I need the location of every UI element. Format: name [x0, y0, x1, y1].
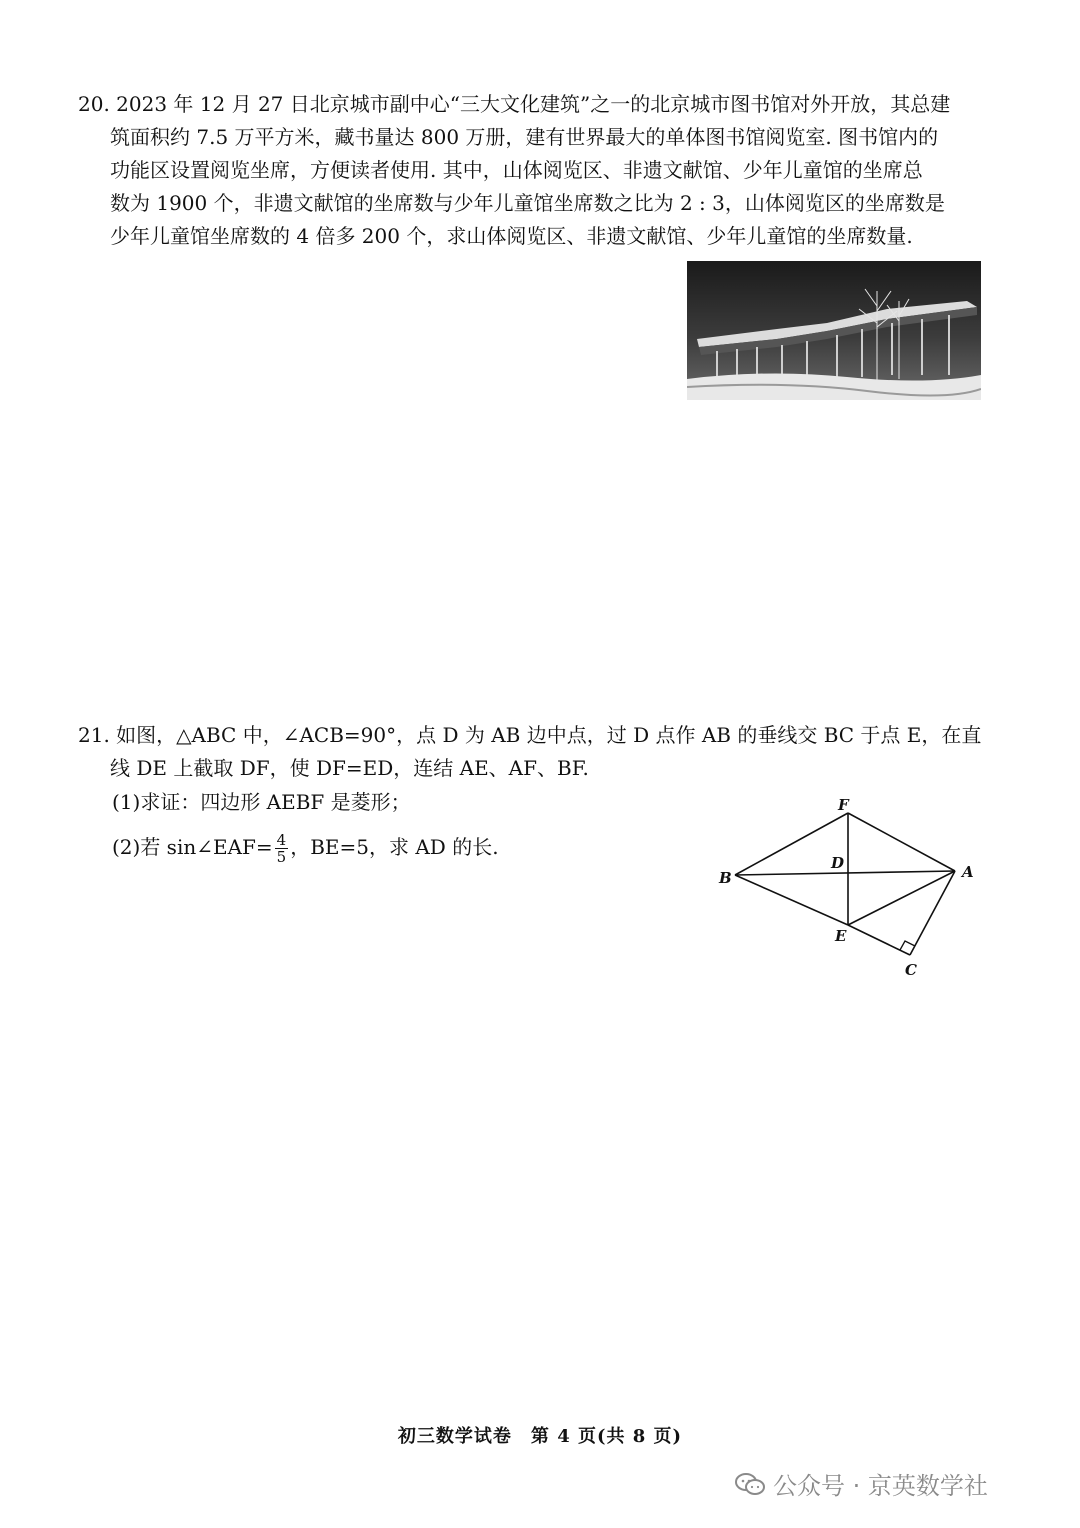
question-20: [78, 88, 983, 253]
q20-line-2: 筑面积约 7.5 万平方米，藏书量达 800 万册，建有世界最大的单体图书馆阅览室. 图书馆内的: [110, 125, 939, 149]
fraction-denominator: 5: [276, 848, 287, 866]
segment-AC: [910, 871, 955, 955]
question-21: [78, 719, 983, 785]
watermark: [735, 1466, 988, 1501]
label-B: B: [719, 869, 732, 887]
q21-part-2-suffix: ，BE=5，求 AD 的长.: [290, 835, 499, 859]
label-A: A: [962, 863, 974, 881]
q21-part-1: (1)求证：四边形 AEBF 是菱形；: [112, 790, 411, 814]
q21-part-2: [112, 832, 499, 865]
segment-AE: [848, 871, 955, 925]
label-E: E: [835, 927, 847, 945]
label-D: D: [831, 854, 845, 872]
watermark-text: 公众号 · 京英数学社: [773, 1472, 988, 1500]
page-footer: 初三数学试卷 第 4 页(共 8 页): [397, 1426, 683, 1447]
label-F: F: [838, 796, 849, 814]
fraction-numerator: 4: [276, 831, 287, 849]
wechat-icon: [735, 1473, 765, 1495]
q20-line-5: 少年儿童馆坐席数的 4 倍多 200 个，求山体阅览区、非遗文献馆、少年儿童馆的坐席数量.: [110, 224, 913, 248]
segment-BA: [735, 871, 955, 875]
segment-FA: [848, 813, 955, 871]
q21-line-2: 线 DE 上截取 DF，使 DF=ED，连结 AE、AF、BF.: [110, 756, 589, 780]
segment-BE: [735, 875, 848, 925]
segment-EC: [848, 925, 910, 955]
q21-part-2-prefix: (2)若 sin∠EAF=: [112, 835, 273, 859]
q20-line-4: 数为 1900 个，非遗文献馆的坐席数与少年儿童馆坐席数之比为 2 : 3，山体阅览区的坐席数是: [110, 191, 945, 215]
geometry-diagram: [715, 795, 985, 985]
fraction: [275, 832, 289, 865]
library-photo: [687, 261, 981, 400]
q21-line-1: 21. 如图，△ABC 中，∠ACB=90°，点 D 为 AB 边中点，过 D 点作 AB 的垂线交 BC 于点 E，在直: [78, 723, 982, 747]
label-C: C: [905, 961, 917, 979]
q20-line-3: 功能区设置阅览坐席，方便读者使用. 其中，山体阅览区、非遗文献馆、少年儿童馆的坐席总: [110, 158, 923, 182]
q20-line-1: 20. 2023 年 12 月 27 日北京城市副中心“三大文化建筑”之一的北京城市图书馆对外开放，其总建: [78, 92, 951, 116]
